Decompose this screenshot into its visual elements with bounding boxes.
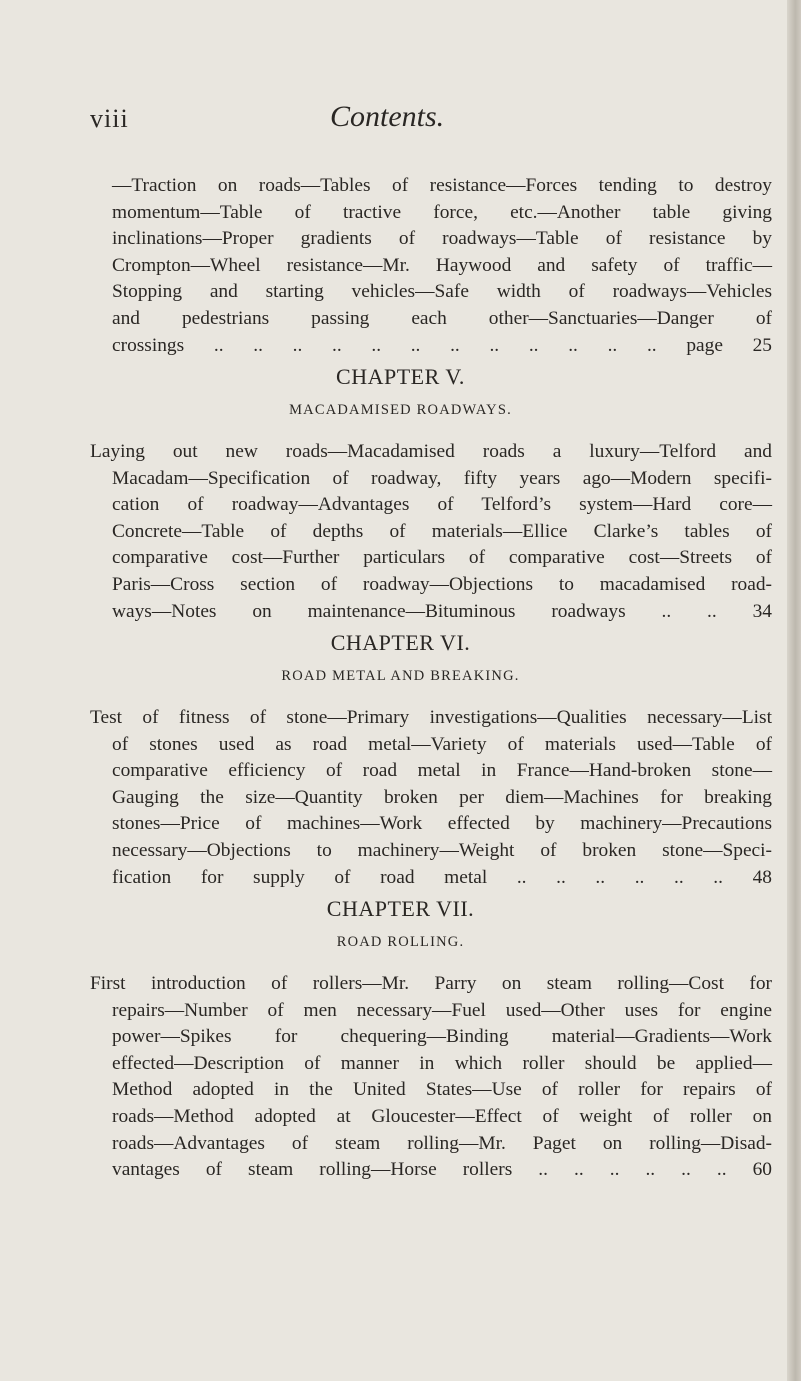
text-line: ways—Notes on maintenance—Bituminous roadways .. .. 34 (112, 600, 772, 622)
text-line: fication for supply of road metal .. .. .. .. .. .. 48 (112, 866, 772, 888)
chapter-heading: CHAPTER VII. (326, 896, 475, 921)
text-line: stones—Price of machines—Work effected by machinery—Precautions (112, 813, 772, 835)
text-line: repairs—Number of men necessary—Fuel used—Other uses for engine (112, 999, 772, 1021)
text-line: Macadam—Specification of roadway, fifty years ago—Modern specifi- (112, 467, 772, 489)
text-line: comparative efficiency of road metal in France—Hand-broken stone— (112, 760, 772, 782)
text-line: —Traction on roads—Tables of resistance—Forces tending to destroy (112, 175, 772, 196)
text-line: First introduction of rollers—Mr. Parry on steam rolling—Cost for (90, 973, 772, 994)
chapter-heading: CHAPTER V. (336, 364, 465, 389)
text-line: roads—Advantages of steam rolling—Mr. Paget on rolling—Disad- (112, 1132, 772, 1154)
chapter-title: ROAD ROLLING. (336, 934, 465, 950)
text-line: momentum—Table of tractive force, etc.—Another table giving (112, 201, 772, 223)
text-line: roads—Method adopted at Gloucester—Effect of weight of roller on (112, 1105, 772, 1127)
text-line: effected—Description of manner in which roller should be applied— (112, 1052, 772, 1074)
chapter-heading: CHAPTER VI. (330, 630, 471, 655)
text-line: necessary—Objections to machinery—Weight of broken stone—Speci- (112, 839, 772, 861)
chapter-title: MACADAMISED ROADWAYS. (289, 402, 512, 418)
text-line: power—Spikes for chequering—Binding material—Gradients—Work (112, 1026, 772, 1048)
text-line: comparative cost—Further particulars of comparative cost—Streets of (112, 547, 772, 569)
contents-entry-chapter-vi (90, 705, 772, 891)
running-head: Contents. (330, 100, 445, 133)
text-line: vantages of steam rolling—Horse rollers .. .. .. .. .. .. 60 (112, 1159, 772, 1181)
text-line: Crompton—Wheel resistance—Mr. Haywood and safety of traffic— (112, 254, 772, 276)
page-number: viii (90, 104, 129, 133)
text-line: cation of roadway—Advantages of Telford’s system—Hard core— (112, 494, 772, 516)
text-line: crossings .. .. .. .. .. .. .. .. .. .. .. .. page 25 (112, 334, 772, 356)
contents-entry-chapter-vii (90, 971, 772, 1184)
text-line: Stopping and starting vehicles—Safe width of roadways—Vehicles (112, 281, 772, 303)
text-line: Concrete—Table of depths of materials—Ellice Clarke’s tables of (112, 520, 772, 542)
page-edge (787, 0, 801, 1381)
page-header (90, 100, 730, 150)
text-line: and pedestrians passing each other—Sanctuaries—Danger of (112, 307, 772, 329)
text-line: Paris—Cross section of roadway—Objections to macadamised road- (112, 573, 772, 595)
contents-entry-chapter-v (90, 439, 772, 625)
text-line: Laying out new roads—Macadamised roads a luxury—Telford and (90, 441, 772, 462)
text-line: Gauging the size—Quantity broken per diem—Machines for breaking (112, 786, 772, 808)
text-line: of stones used as road metal—Variety of materials used—Table of (112, 733, 772, 755)
text-line: Method adopted in the United States—Use of roller for repairs of (112, 1079, 772, 1101)
text-line: inclinations—Proper gradients of roadways—Table of resistance by (112, 228, 772, 250)
chapter-title: ROAD METAL AND BREAKING. (281, 668, 520, 684)
text-line: Test of fitness of stone—Primary investigations—Qualities necessary—List (90, 707, 772, 728)
contents-entry-chapter-iv-cont (90, 173, 772, 359)
